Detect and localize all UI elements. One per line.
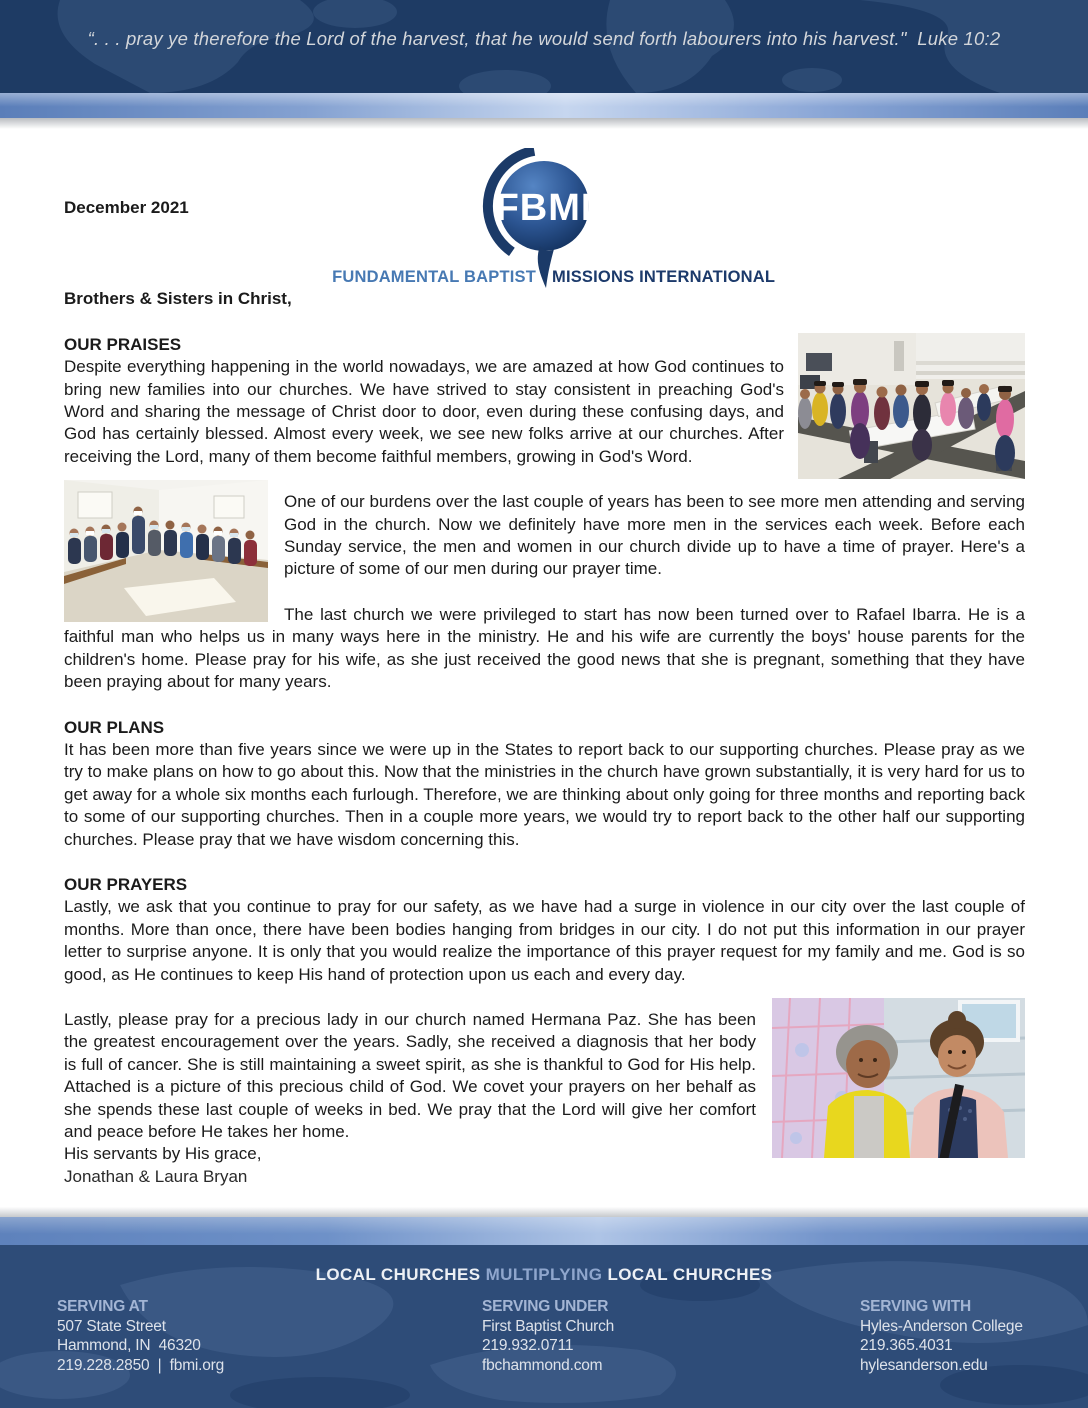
tagline-part-2: MULTIPLYING [485, 1265, 603, 1284]
letter-date: December 2021 [64, 198, 189, 217]
section-heading-praises: OUR PRAISES [64, 334, 182, 354]
serving-with-line-2: 219.365.4031 [860, 1337, 953, 1354]
footer-shadow [0, 1205, 1088, 1217]
section-heading-prayers: OUR PRAYERS [64, 874, 188, 894]
serving-under-line-3: fbchammond.com [482, 1356, 603, 1374]
letter-body [64, 197, 1025, 1188]
photo-ladies-meeting [798, 333, 1025, 479]
footer-column-serving-with [860, 1297, 1023, 1375]
fbmi-acronym: FBMI [495, 187, 593, 229]
photo-mens-prayer-image [64, 480, 268, 622]
footer-column-serving-under [482, 1297, 614, 1375]
serving-with-heading: SERVING WITH [860, 1298, 971, 1315]
praises-paragraph-1: Despite everything happening in the world nowadays, we are amazed at how God continues to bring new families into our churches. We have strived to stay consistent in preaching God's Word and sharing the message of Christ door to door, even during these confusing days, and God has certainly blessed. Almost every week, we see new folks arrive at our churches. After receiving the Lord, many of them become faithful members, growing in God's Word. [64, 357, 784, 466]
photo-ladies-meeting-image [798, 333, 1025, 479]
serving-with-line-1: Hyles-Anderson College [860, 1317, 1023, 1335]
footer-banner [0, 1245, 1088, 1408]
serving-at-heading: SERVING AT [57, 1298, 148, 1315]
section-heading-plans: OUR PLANS [64, 717, 165, 737]
header-accent-stripe [0, 93, 1088, 118]
serving-at-line-2: Hammond, IN 46320 [57, 1337, 201, 1354]
serving-at-line-3: 219.228.2850 | fbmi.org [57, 1356, 225, 1374]
plans-paragraph-1: It has been more than five years since we were up in the States to report back to our supporting churches. Please pray as we try to make plans on how to go about this. Now that the ministries in the church have grown substantially, it is very hard for us to get away for a whole six months each furlough. Therefore, we are thinking about only going for three months and reporting back to some of our supporting churches. Then in a couple more years, we would try to report back to the other half our supporting churches. Please pray that we have wisdom concerning this. [64, 739, 1025, 849]
header-banner [0, 0, 1088, 93]
salutation: Brothers & Sisters in Christ, [64, 289, 292, 309]
scripture-quote: “. . . pray ye therefore the Lord of the harvest, that he would send forth labourers into his harvest." Luke 10:2 [87, 28, 1001, 49]
photo-hermana-paz [772, 998, 1025, 1158]
wordmark-fundamental-baptist: FUNDAMENTAL BAPTIST [332, 268, 536, 286]
header-shadow [0, 118, 1088, 131]
closing-line: His servants by His grace, [64, 1144, 262, 1164]
serving-at-line-1: 507 State Street [57, 1317, 166, 1335]
serving-with-line-3: hylesanderson.edu [860, 1356, 988, 1374]
serving-under-line-2: 219.932.0711 [482, 1337, 574, 1354]
footer-column-serving-at [57, 1297, 224, 1375]
signature-names: Jonathan & Laura Bryan [64, 1166, 248, 1186]
wordmark-missions-international: MISSIONS INTERNATIONAL [552, 268, 776, 286]
photo-hermana-paz-image [772, 998, 1025, 1158]
photo-mens-prayer [64, 480, 268, 622]
footer-tagline [0, 1265, 1088, 1285]
tagline-part-1: LOCAL CHURCHES [315, 1265, 481, 1284]
serving-under-heading: SERVING UNDER [482, 1298, 609, 1315]
praises-paragraph-2: One of our burdens over the last couple of years has been to see more men attending and serving God in the church. Now we definitely have more men in the services each week. Before each Sunday service, the men and women in our church divide up to have a time of prayer. Here's a picture of some of our men during our prayer time. [284, 492, 1025, 579]
tagline-part-3: LOCAL CHURCHES [607, 1265, 773, 1284]
prayers-paragraph-1: Lastly, we ask that you continue to pray for our safety, as we have had a surge in violence in our city over the last couple of months. More than once, there have been bodies hanging from bridges in our city. I do not put this information in our prayer letter to surprise anyone. It is only that you would realize the importance of this prayer request for my family and me. God is so good, as He continues to keep His hand of protection upon us each and every day. [64, 897, 1025, 984]
praises-paragraph-3: The last church we were privileged to start has now been turned over to Rafael Ibarra. He is a faithful man who helps us in many ways here in the ministry. He and his wife are currently the boys' house parents for the children's home. Please pray for his wife, as she just received the good news that she is pregnant, something that they have been praying about for many years. [64, 604, 1025, 692]
prayers-paragraph-2: Lastly, please pray for a precious lady in our church named Hermana Paz. She has been the greatest encouragement over the years. Sadly, she received a diagnosis that her body is full of cancer. She is still maintaining a sweet spirit, as she is thankful to God for His help. Attached is a picture of this precious child of God. We covet your prayers on her behalf as she spends these last couple of weeks in bed. We pray that the Lord will give her comfort and peace before He takes her home. [64, 1009, 756, 1141]
serving-under-line-1: First Baptist Church [482, 1317, 615, 1335]
footer-accent-stripe [0, 1217, 1088, 1245]
